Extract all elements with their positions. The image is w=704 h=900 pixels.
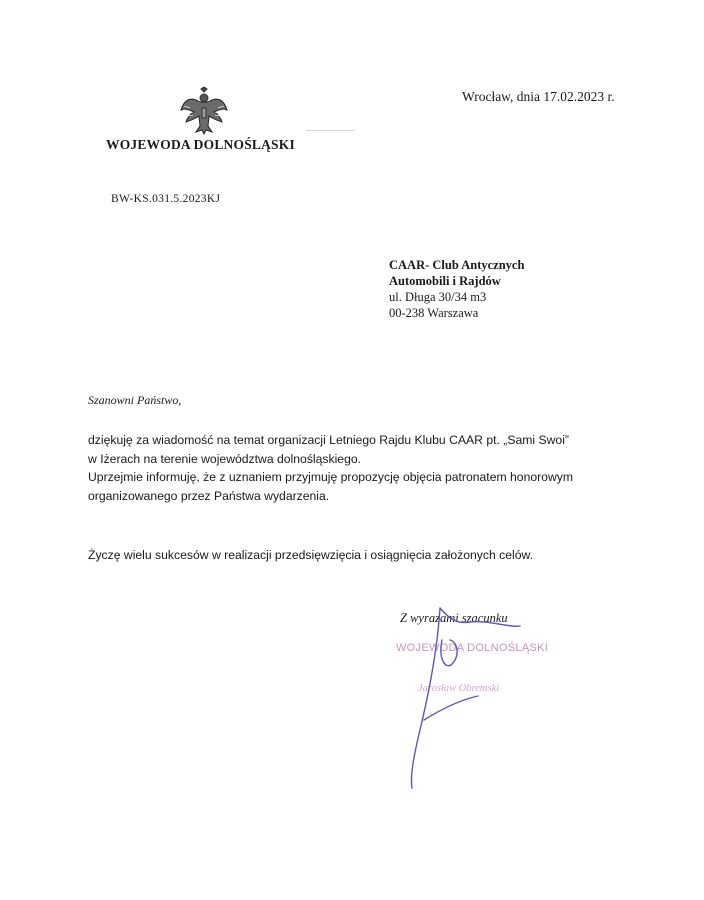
reference-number: BW-KS.031.5.2023KJ <box>111 193 221 205</box>
official-stamp: WOJEWODA DOLNOŚLĄSKI <box>396 642 549 654</box>
body-line: organizowanego przez Państwa wydarzenia. <box>88 488 330 503</box>
body-line: w Iżerach na terenie województwa dolnośląskiego. <box>88 451 362 466</box>
authority-title: WOJEWODA DOLNOŚLĄSKI <box>106 137 295 152</box>
addressee-name-line2: Automobili i Rajdów <box>389 274 501 288</box>
header-divider <box>306 130 354 131</box>
closing-phrase: Z wyrazami szacunku <box>400 611 508 625</box>
polish-eagle-emblem-icon <box>178 86 230 138</box>
addressee-city: 00-238 Warszawa <box>389 306 479 320</box>
addressee-block <box>389 257 524 321</box>
body-line: Uprzejmie informuję, że z uznaniem przyjmuję propozycję objęcia patronatem honorowym <box>88 470 574 485</box>
letter-date: Wrocław, dnia 17.02.2023 r. <box>462 89 615 104</box>
handwritten-signature <box>380 600 580 790</box>
letter-body <box>88 431 573 505</box>
stamp-name: Jarosław Obremski <box>418 683 500 694</box>
salutation: Szanowni Państwo, <box>88 393 182 407</box>
closing-wishes: Życzę wielu sukcesów w realizacji przedsięwzięcia i osiągnięcia założonych celów. <box>88 548 534 562</box>
addressee-name-line1: CAAR- Club Antycznych <box>389 258 525 272</box>
body-line: dziękuję za wiadomość na temat organizacji Letniego Rajdu Klubu CAAR pt. „Sami Swoi” <box>88 433 569 447</box>
addressee-street: ul. Długa 30/34 m3 <box>389 290 487 304</box>
signature-stroke <box>411 608 520 788</box>
